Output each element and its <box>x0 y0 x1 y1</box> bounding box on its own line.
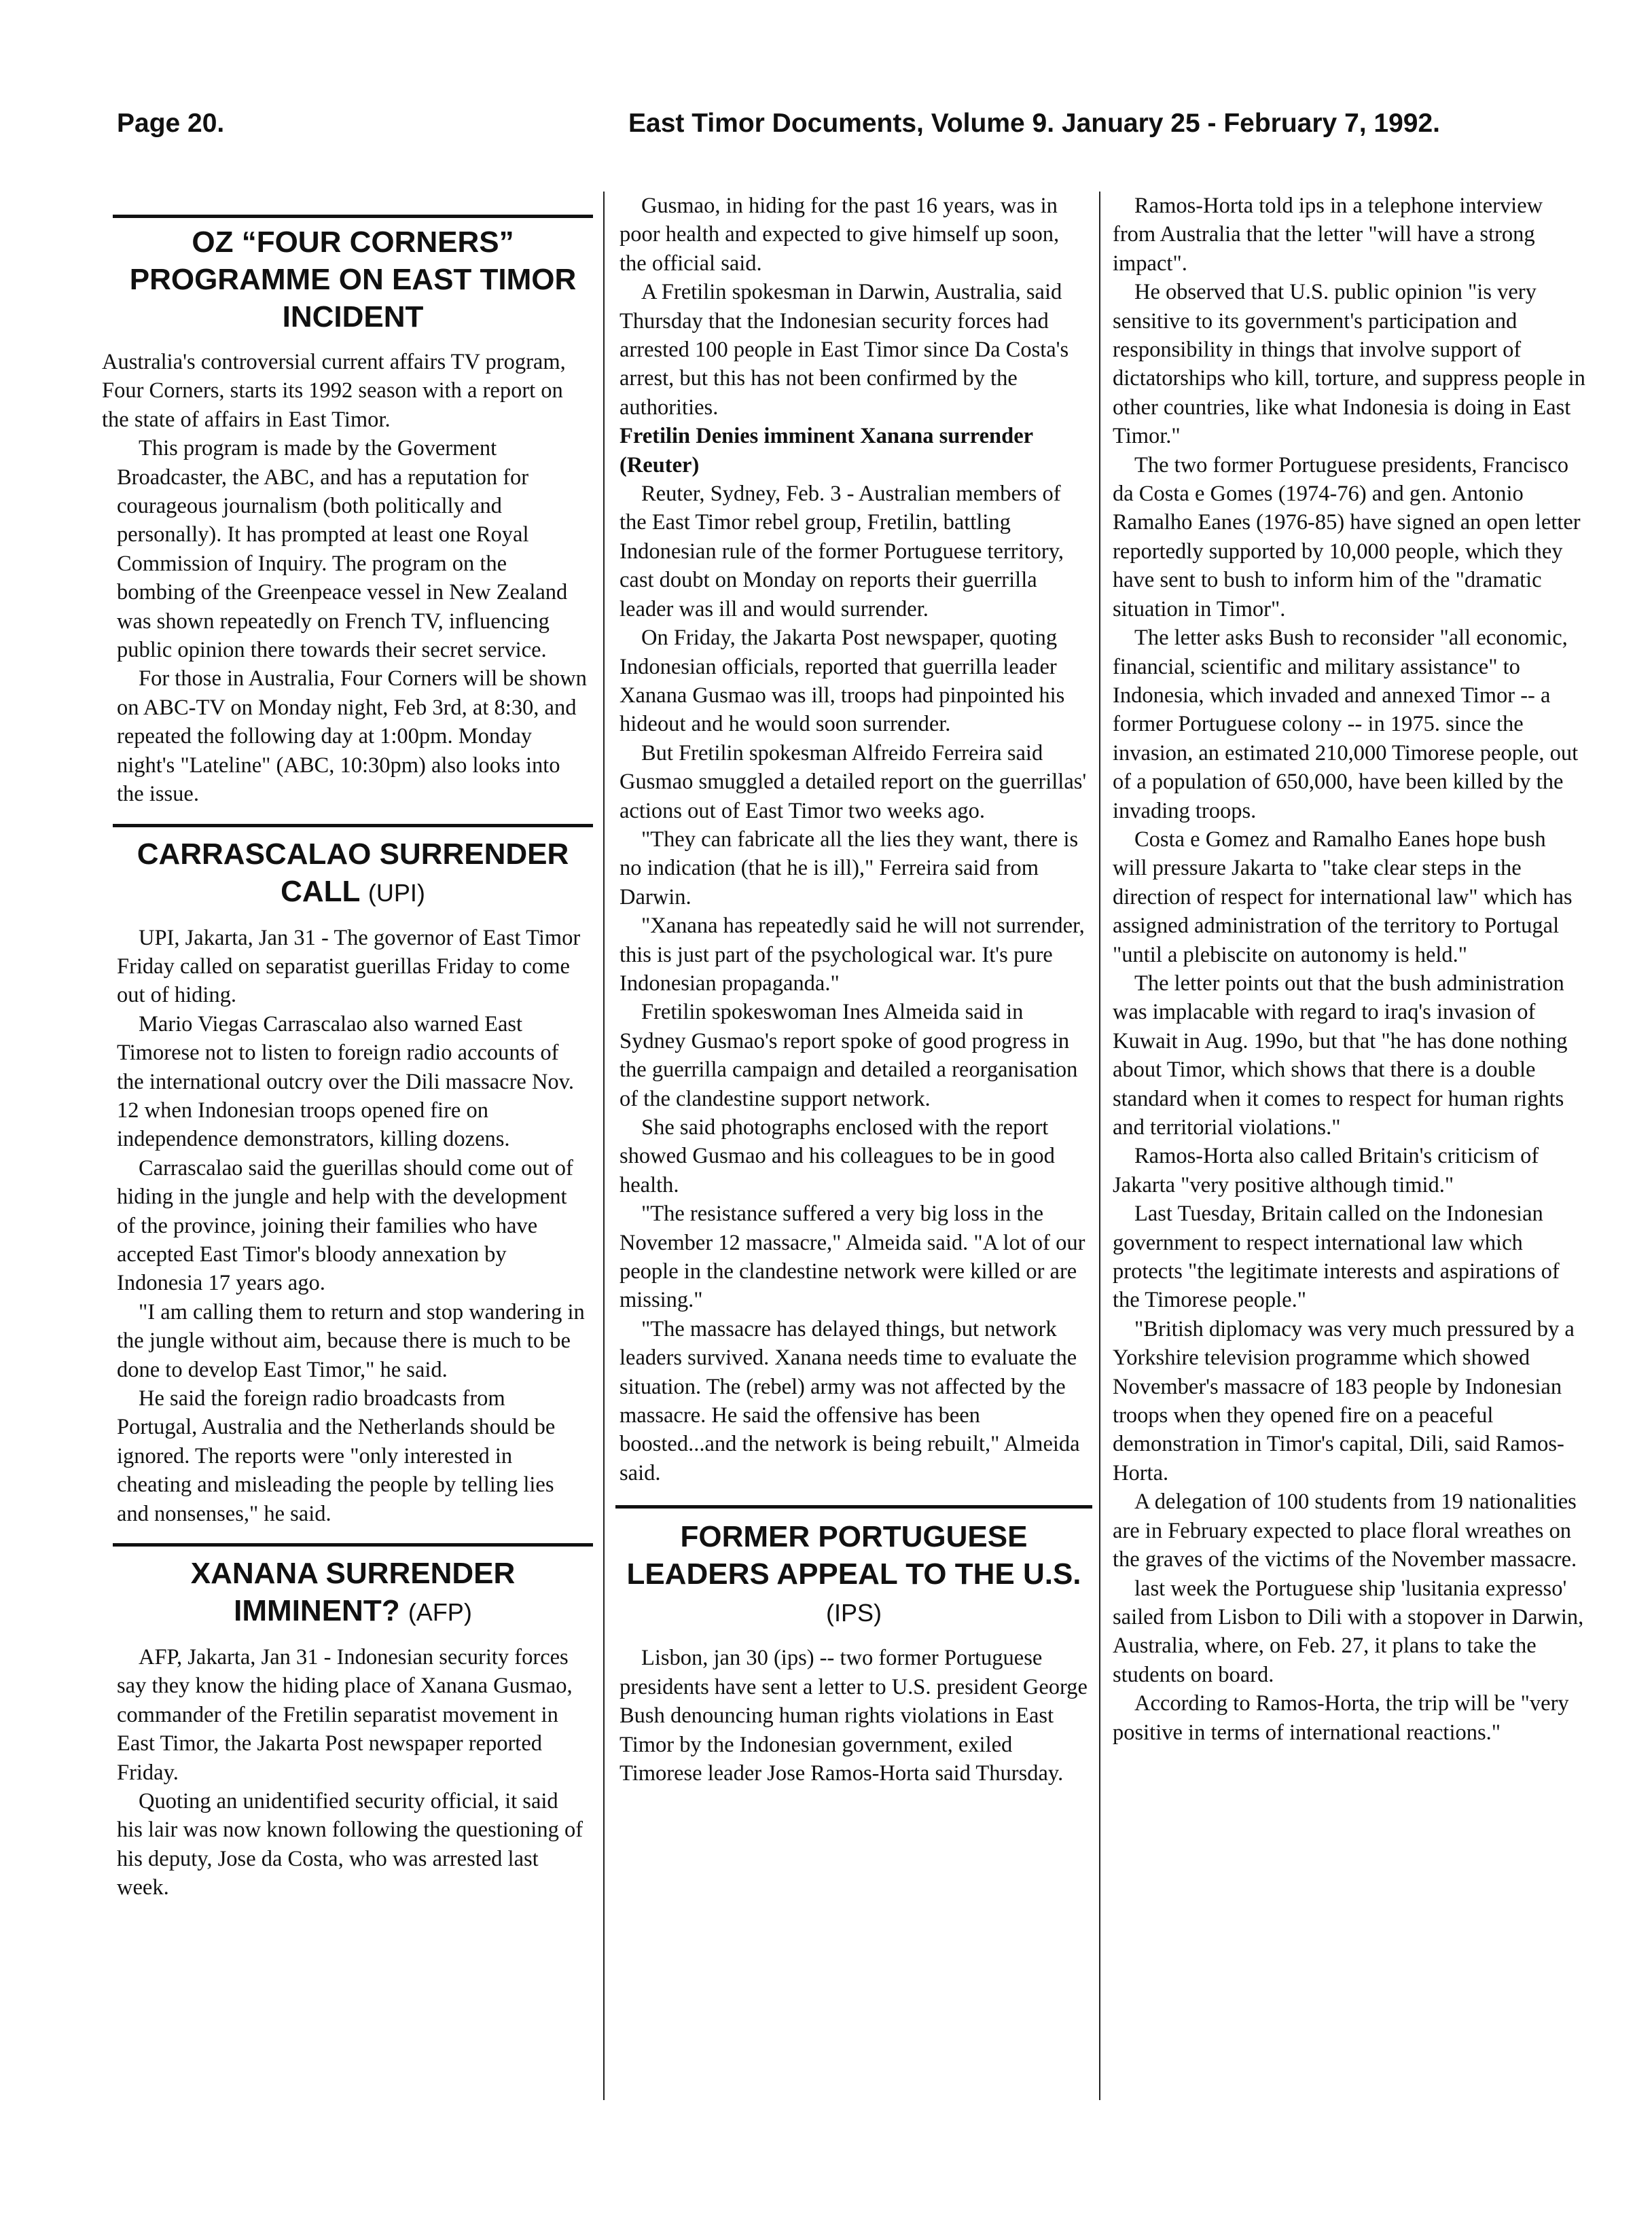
page-number: Page 20. <box>117 109 225 138</box>
article-title-four-corners: OZ “FOUR CORNERS” PROGRAMME ON EAST TIMOR INCIDENT <box>129 225 577 333</box>
article-paragraph: "I am calling them to return and stop wandering in the jungle without aim, because there is much to be done to develop East Timor," he said. <box>117 1299 585 1382</box>
article-paragraph: Lisbon, jan 30 (ips) -- two former Portuguese presidents have sent a letter to U.S. president George Bush denouncing human rights violations in East Timor by the Indonesian government, exiled Timorese leader Jose Ramos-Horta said Thursday. <box>620 1646 1088 1786</box>
article-paragraph: She said photographs enclosed with the report showed Gusmao and his colleagues to be in good health. <box>620 1115 1055 1197</box>
article-paragraph: Fretilin spokeswoman Ines Almeida said in Sydney Gusmao's report spoke of good progress in the guerrilla campaign and detailed a reorganisation of the clandestine support network. <box>620 1000 1078 1111</box>
section-rule <box>113 215 593 218</box>
article-paragraph: Gusmao, in hiding for the past 16 years, was in poor health and expected to give himself up soon, the official said. <box>620 194 1060 276</box>
article-title-carrascalao: CARRASCALAO SURRENDER CALL (UPI) <box>137 837 569 908</box>
article-paragraph: Reuter, Sydney, Feb. 3 - Australian members of the East Timor rebel group, Fretilin, battling Indonesian rule of the former Portuguese territory, cast doubt on Monday on reports their guerrilla leader was ill and would surrender. <box>620 482 1064 621</box>
article-paragraph: "They can fabricate all the lies they want, there is no indication (that he is ill)," Ferreira said from Darwin. <box>620 827 1079 909</box>
column-divider-left <box>603 192 605 2100</box>
article-paragraph: Australia's controversial current affairs TV program, Four Corners, starts its 1992 season with a report on the state of affairs in East Timor. <box>102 350 566 432</box>
article-title-xanana: XANANA SURRENDER IMMINENT? (AFP) <box>190 1557 516 1628</box>
article-paragraph: "The massacre has delayed things, but network leaders survived. Xanana needs time to evaluate the situation. The (rebel) army was not affected by the massacre. He said the offensive has been boosted...and the network is being rebuilt," Almeida said. <box>620 1316 1080 1485</box>
article-source: (IPS) <box>825 1599 882 1627</box>
article-paragraph: Costa e Gomez and Ramalho Eanes hope bush will pressure Jakarta to "take clear steps in the direction of respect for international law" which has assigned administration of the territory to Portugal "until a plebiscite on autonomy is held." <box>1113 827 1573 967</box>
column-3 <box>1113 192 1585 1747</box>
article-paragraph: A Fretilin spokesman in Darwin, Australia, said Thursday that the Indonesian security forces had arrested 100 people in East Timor since Da Costa's arrest, but this has not been confirmed by the authorities. <box>620 280 1069 420</box>
article-paragraph: Last Tuesday, Britain called on the Indonesian government to respect international law which protects "the legitimate interests and aspirations of the Timorese people." <box>1113 1202 1560 1313</box>
column-1 <box>102 192 589 1902</box>
article-source: (AFP) <box>408 1598 472 1627</box>
article-paragraph: He observed that U.S. public opinion "is very sensitive to its government's participation and responsibility in things that involve support of dictatorships who kill, torture, and suppress people in other countries, like what Indonesia is doing in East Timor." <box>1113 280 1585 449</box>
article-paragraph: AFP, Jakarta, Jan 31 - Indonesian security forces say they know the hiding place of Xanana Gusmao, commander of the Fretilin separatist movement in East Timor, the Jakarta Post newspaper reported Friday. <box>117 1645 573 1785</box>
article-paragraph: According to Ramos-Horta, the trip will be "very positive in terms of international reactions." <box>1113 1691 1569 1745</box>
column-divider-right <box>1099 192 1100 2100</box>
article-source: (UPI) <box>367 878 425 907</box>
article-paragraph: The letter points out that the bush administration was implacable with regard to iraq's invasion of Kuwait in Aug. 199o, but that "he has done nothing about Timor, which shows that there is a double standard when it comes to respect for human rights and territorial violations." <box>1113 971 1568 1140</box>
article-paragraph: This program is made by the Goverment Broadcaster, the ABC, and has a reputation for courageous journalism (both politically and personally). It has prompted at least one Royal Commission of Inquiry. The program on the bombing of the Greenpeace vessel in New Zealand was shown repeatedly on French TV, influencing public opinion there towards their secret service. <box>117 436 568 663</box>
article-paragraph: "British diplomacy was very much pressured by a Yorkshire television programme which showed November's massacre of 183 people by Indonesian troops when they opened fire on a peaceful demonstration in Timor's capital, Dili, said Ramos-Horta. <box>1113 1316 1575 1485</box>
section-rule <box>113 824 593 827</box>
article-paragraph: "Xanana has repeatedly said he will not surrender, this is just part of the psychological war. It's pure Indonesian propaganda." <box>620 914 1085 996</box>
article-paragraph: He said the foreign radio broadcasts from Portugal, Australia and the Netherlands should be ignored. The reports were "only interested in cheating and misleading the people by telling lies and nonsenses," he said. <box>117 1386 556 1526</box>
article-paragraph: "The resistance suffered a very big loss in the November 12 massacre," Almeida said. "A lot of our people in the clandestine network were killed or are missing." <box>620 1202 1085 1313</box>
article-paragraph: The two former Portuguese presidents, Francisco da Costa e Gomes (1974-76) and gen. Antonio Ramalho Eanes (1976-85) have signed an open letter reportedly supported by 10,000 people, which they have sent to bush to inform him of the "dramatic situation in Timor". <box>1113 452 1581 621</box>
article-title-portuguese-leaders: FORMER PORTUGUESE LEADERS APPEAL TO THE U.S. (IPS) <box>626 1520 1081 1627</box>
article-paragraph: On Friday, the Jakarta Post newspaper, quoting Indonesian officials, reported that guerrilla leader Xanana Gusmao was ill, troops had pinpointed his hideout and he would soon surrender. <box>620 626 1065 737</box>
running-header: East Timor Documents, Volume 9. January 25 - February 7, 1992. <box>628 109 1441 138</box>
article-paragraph: Mario Viegas Carrascalao also warned East Timorese not to listen to foreign radio accounts of the international outcry over the Dili massacre Nov. 12 when Indonesian troops opened fire on independence demonstrators, killing dozens. <box>117 1011 574 1152</box>
section-rule <box>615 1505 1092 1509</box>
article-paragraph: But Fretilin spokesman Alfreido Ferreira said Gusmao smuggled a detailed report on the guerrillas' actions out of East Timor two weeks ago. <box>620 740 1087 823</box>
article-paragraph: last week the Portuguese ship 'lusitania expresso' sailed from Lisbon to Dili with a stopover in Darwin, Australia, where, on Feb. 27, it plans to take the students on board. <box>1113 1576 1584 1687</box>
article-paragraph: A delegation of 100 students from 19 nationalities are in February expected to place floral wreathes on the graves of the victims of the November massacre. <box>1113 1489 1577 1572</box>
article-paragraph: Carrascalao said the guerillas should come out of hiding in the jungle and help with the development of the province, joining their families who have accepted East Timor's bloody annexation by Indonesia 17 years ago. <box>117 1155 573 1296</box>
article-paragraph: Quoting an unidentified security official, it said his lair was now known following the questioning of his deputy, Jose da Costa, who was arrested last week. <box>117 1789 583 1900</box>
column-2 <box>620 192 1088 1788</box>
article-paragraph: For those in Australia, Four Corners will be shown on ABC-TV on Monday night, Feb 3rd, at 8:30, and repeated the following day at 1:00pm. Monday night's "Lateline" (ABC, 10:30pm) also looks into the issue. <box>117 666 587 807</box>
article-paragraph: The letter asks Bush to reconsider "all economic, financial, scientific and military assistance" to Indonesia, which invaded and annexed Timor -- a former Portuguese colony -- in 1975. since the invasion, an estimated 210,000 Timorese people, out of a population of 650,000, have been killed by the invading troops. <box>1113 626 1579 823</box>
section-rule <box>113 1543 593 1547</box>
article-paragraph: Ramos-Horta told ips in a telephone interview from Australia that the letter "will have a strong impact". <box>1113 194 1543 276</box>
article-paragraph: Ramos-Horta also called Britain's criticism of Jakarta "very positive although timid." <box>1113 1144 1539 1197</box>
article-subhead: Fretilin Denies imminent Xanana surrender (Reuter) <box>620 424 1033 477</box>
article-paragraph: UPI, Jakarta, Jan 31 - The governor of East Timor Friday called on separatist guerillas Friday to come out of hiding. <box>117 925 581 1008</box>
